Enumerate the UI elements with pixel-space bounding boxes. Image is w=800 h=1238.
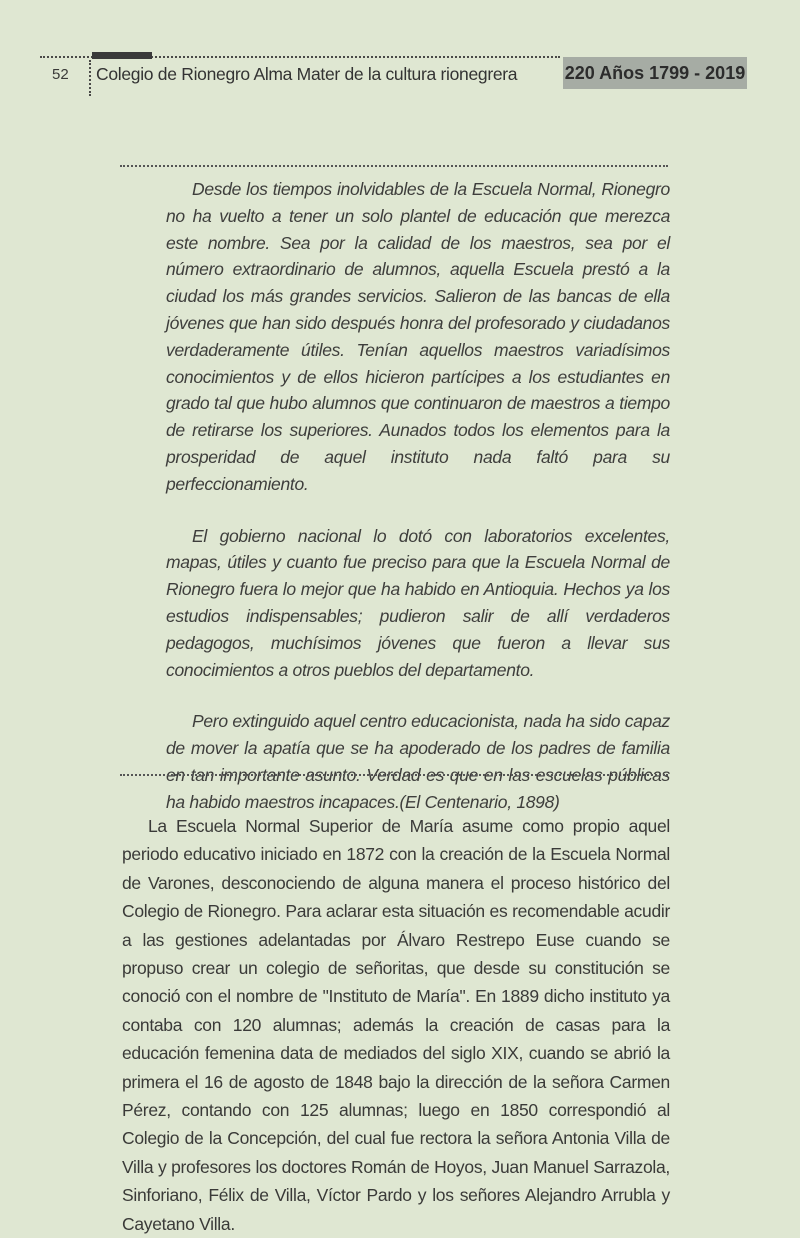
body-text (122, 812, 670, 1238)
quote-paragraph: El gobierno nacional lo dotó con laboratorios excelentes, mapas, útiles y cuanto fue preciso para que la Escuela Normal de Rionegro fuera lo mejor que ha habido en Antioquia. Hechos ya los estudios indispensables; pudieron salir de allí verdaderos pedagogos, muchísimos jóvenes que fueron a llevar sus conocimientos a otros pueblos del departamento. (166, 525, 670, 680)
quote-bottom-rule (120, 774, 668, 776)
quote-top-rule (120, 165, 668, 167)
block-quote (166, 176, 670, 816)
header-vertical-dotted-rule (89, 60, 91, 96)
page-header (0, 0, 800, 100)
anniversary-badge: 220 Años 1799 - 2019 (563, 57, 747, 89)
quote-paragraph: Desde los tiempos inolvidables de la Escuela Normal, Rionegro no ha vuelto a tener un solo plantel de educación que merezca este nombre. Sea por la calidad de los maestros, sea por el número extraordinario de alumnos, aquella Escuela prestó a la ciudad los más grandes servicios. Salieron de las bancas de ella jóvenes que han sido después honra del profesorado y ciudadanos verdaderamente útiles. Tenían aquellos maestros variadísimos conocimientos y de ellos hicieron partícipes a los estudiantes en grado tal que hubo alumnos que continuaron de maestros a tiempo de retirarse los superiores. Aunados todos los elementos para la prosperidad de aquel instituto nada faltó para su perfeccionamiento. (166, 179, 670, 494)
body-paragraph: La Escuela Normal Superior de María asume como propio aquel periodo educativo iniciado en 1872 con la creación de la Escuela Normal de Varones, desconociendo de alguna manera el proceso histórico del Colegio de Rionegro. Para aclarar esta situación es recomendable acudir a las gestiones adelantadas por Álvaro Restrepo Euse cuando se propuso crear un colegio de señoritas, que desde su constitución se conoció con el nombre de "Instituto de María". En 1889 dicho instituto ya contaba con 120 alumnas; además la creación de casas para la educación femenina data de mediados del siglo XIX, cuando se abrió la primera el 16 de agosto de 1848 bajo la dirección de la señora Carmen Pérez, contando con 125 alumnas; luego en 1850 correspondió al Colegio de la Concepción, del cual fue rectora la señora Antonia Villa de Villa y profesores los doctores Román de Hoyos, Juan Manuel Sarrazola, Sinforiano, Félix de Villa, Víctor Pardo y los señores Alejandro Arrubla y Cayetano Villa. (122, 816, 670, 1234)
header-accent-bar (92, 52, 152, 59)
quote-paragraph: Pero extinguido aquel centro educacionista, nada ha sido capaz de mover la apatía que se ha apoderado de los padres de familia en tan importante asunto. Verdad es que en las escuelas públicas ha habido maestros incapaces.(El Centenario, 1898) (166, 711, 670, 812)
page-number: 52 (52, 66, 69, 83)
running-title: Colegio de Rionegro Alma Mater de la cultura rionegrera (96, 64, 518, 84)
